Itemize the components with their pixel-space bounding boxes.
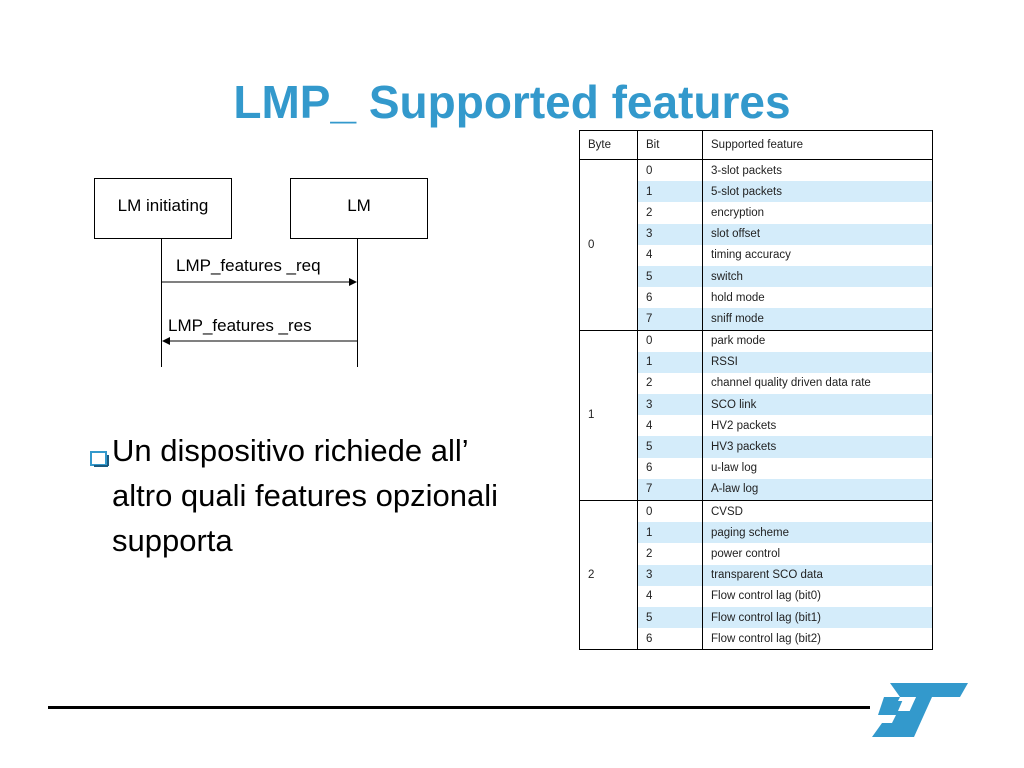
bit-cell: 2 (638, 202, 703, 223)
table-row (580, 160, 933, 182)
feature-cell: 5-slot packets (703, 181, 933, 202)
bit-cell: 4 (638, 245, 703, 266)
res-arrowhead-icon (162, 337, 170, 345)
st-logo-icon (870, 677, 970, 746)
bit-cell: 0 (638, 160, 703, 182)
table-header-row (580, 131, 933, 160)
feature-cell: Flow control lag (bit1) (703, 607, 933, 628)
bit-cell: 1 (638, 181, 703, 202)
lm-box: LM (290, 178, 428, 239)
feature-cell: channel quality driven data rate (703, 373, 933, 394)
bit-cell: 6 (638, 628, 703, 650)
bit-cell: 4 (638, 415, 703, 436)
feature-cell: A-law log (703, 479, 933, 501)
feature-cell: timing accuracy (703, 245, 933, 266)
header-byte: Byte (580, 131, 638, 160)
feature-cell: transparent SCO data (703, 565, 933, 586)
bullet-point (90, 428, 530, 563)
feature-cell: HV3 packets (703, 436, 933, 457)
bullet-square-icon (90, 428, 112, 474)
bit-cell: 1 (638, 522, 703, 543)
bit-cell: 2 (638, 543, 703, 564)
feature-cell: slot offset (703, 224, 933, 245)
feature-cell: park mode (703, 330, 933, 352)
table-row (580, 501, 933, 523)
bit-cell: 4 (638, 586, 703, 607)
feature-cell: u-law log (703, 458, 933, 479)
feature-cell: Flow control lag (bit2) (703, 628, 933, 650)
feature-cell: SCO link (703, 394, 933, 415)
table-row (580, 330, 933, 352)
bullet-text: Un dispositivo richiede all’ altro quali features opzionali supporta (112, 433, 499, 558)
slide-title: LMP_ Supported features (233, 76, 791, 128)
bit-cell: 5 (638, 436, 703, 457)
feature-cell: hold mode (703, 287, 933, 308)
feature-cell: CVSD (703, 501, 933, 523)
feature-cell: 3-slot packets (703, 160, 933, 182)
res-message-label: LMP_features _res (168, 316, 312, 335)
bit-cell: 3 (638, 224, 703, 245)
bit-cell: 0 (638, 330, 703, 352)
req-message-label: LMP_features _req (176, 256, 321, 275)
feature-cell: power control (703, 543, 933, 564)
feature-cell: sniff mode (703, 308, 933, 330)
feature-cell: encryption (703, 202, 933, 223)
feature-cell: RSSI (703, 352, 933, 373)
feature-cell: Flow control lag (bit0) (703, 586, 933, 607)
byte-cell: 2 (580, 501, 638, 650)
footer-divider (48, 706, 870, 709)
header-bit: Bit (638, 131, 703, 160)
feature-cell: paging scheme (703, 522, 933, 543)
byte-cell: 1 (580, 330, 638, 501)
supported-features-table (579, 130, 933, 650)
bit-cell: 6 (638, 458, 703, 479)
feature-cell: HV2 packets (703, 415, 933, 436)
feature-cell: switch (703, 266, 933, 287)
lm-initiating-box: LM initiating (94, 178, 232, 239)
bit-cell: 7 (638, 308, 703, 330)
byte-cell: 0 (580, 160, 638, 331)
bit-cell: 1 (638, 352, 703, 373)
bit-cell: 7 (638, 479, 703, 501)
bit-cell: 6 (638, 287, 703, 308)
bit-cell: 5 (638, 607, 703, 628)
bit-cell: 3 (638, 565, 703, 586)
bit-cell: 3 (638, 394, 703, 415)
bit-cell: 5 (638, 266, 703, 287)
header-supported-feature: Supported feature (703, 131, 933, 160)
bit-cell: 0 (638, 501, 703, 523)
req-arrowhead-icon (349, 278, 357, 286)
bit-cell: 2 (638, 373, 703, 394)
